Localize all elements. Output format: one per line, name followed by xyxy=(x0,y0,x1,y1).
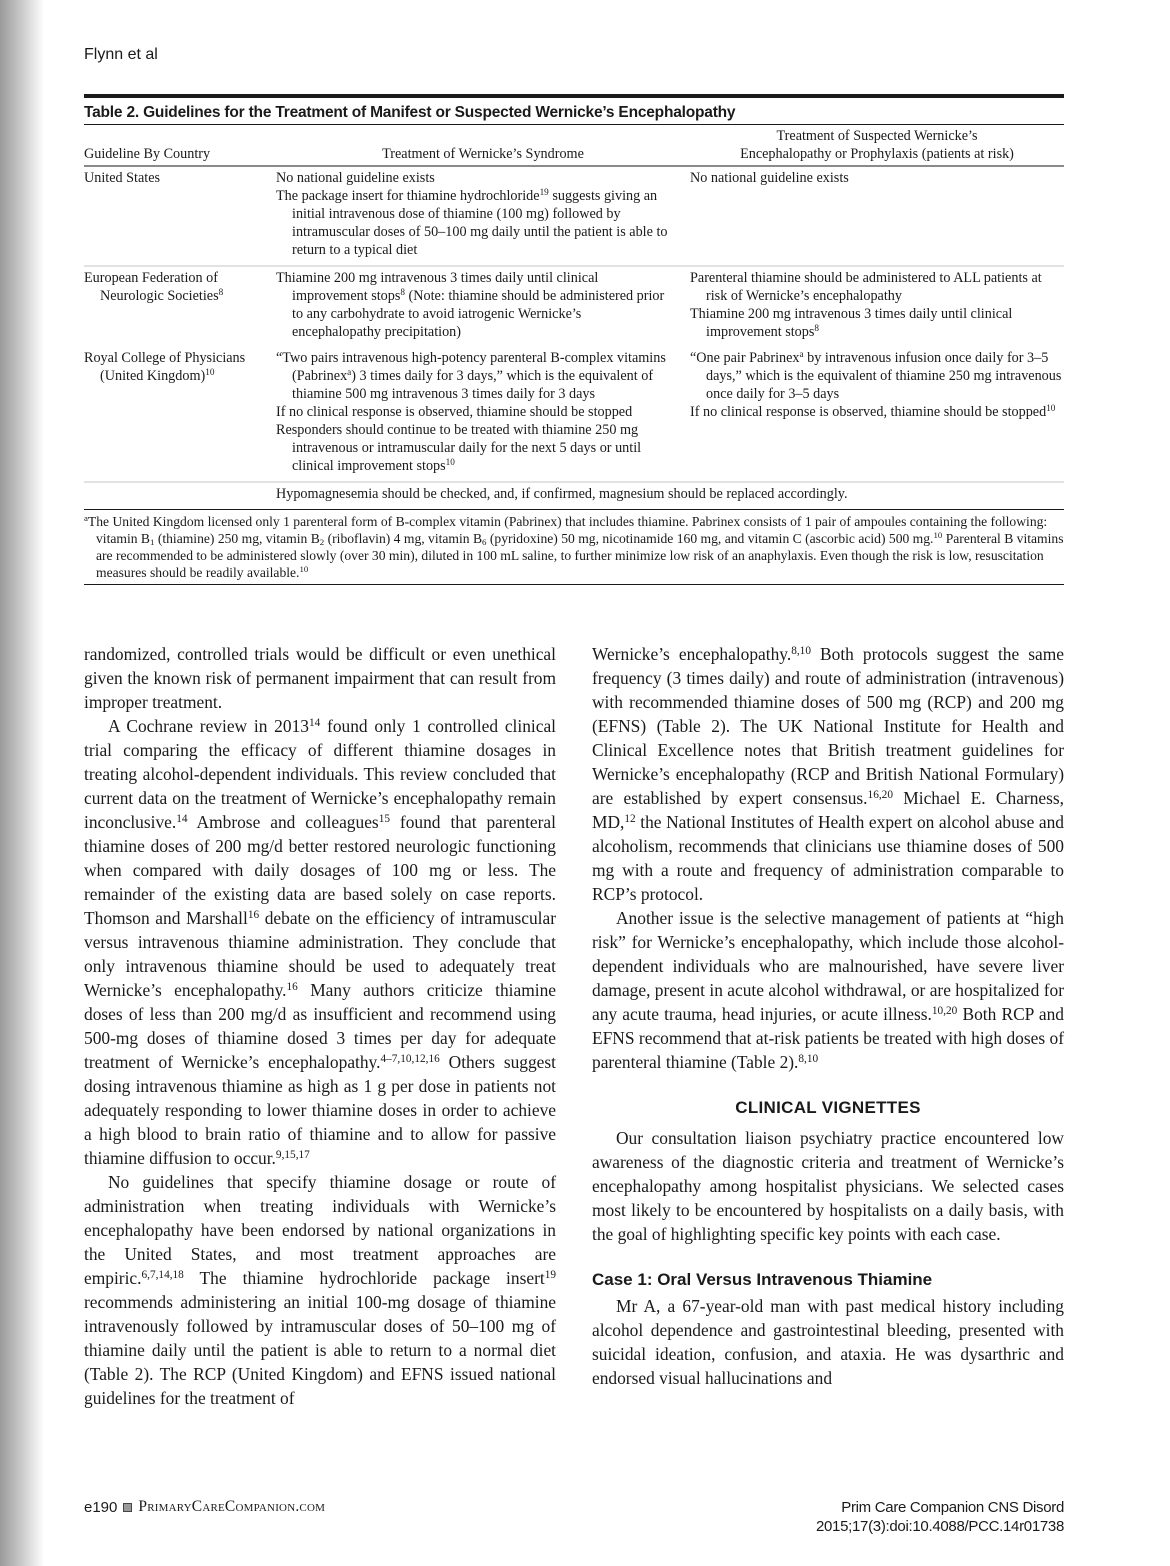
treatment-cell: “Two pairs intravenous high-potency parenteral B-complex vitamins (Pabrinex$^a$) 3 times daily for 3 days,” which is the equivalent of thiamine 500 mg intravenous 3 times daily for 3 days If no clinical response is observed, thiamine should be stopped Responders should continue to be treated with thiamine 250 mg intravenous or intramuscular daily for the next 5 days or until clinical improvement stops$^{10}$ xyxy=(276,347,690,482)
table-note-row xyxy=(84,482,1064,510)
header-treatment: Treatment of Wernicke’s Syndrome xyxy=(276,125,690,166)
doi-citation: 2015;17(3):doi:10.4088/PCC.14r01738 xyxy=(815,1518,1064,1535)
running-head: Flynn et al xyxy=(84,46,158,63)
paragraph: Our consultation liaison psychiatry practice encountered low awareness of the diagnostic criteria and treatment of Wernicke’s encephalopathy among hospitalist physicians. We selected cases most likely to be encountered by hospitalists on a daily basis, with the goal of highlighting specific key points with each case. xyxy=(592,1128,1064,1244)
body-column-right xyxy=(592,642,1064,1390)
paragraph: Wernicke’s encephalopathy.$^{8,10}$ Both protocols suggest the same frequency (3 times daily) and route of administration (intravenous) with recommended thiamine doses of 500 mg (RCP) and 200 mg (EFNS) (Table 2). The UK National Institute for Health and Clinical Excellence notes that British treatment guidelines for Wernicke’s encephalopathy (RCP and British National Formulary) are established by expert consensus.$^{16,20}$ Michael E. Charness, MD,$^{12}$ the National Institutes of Health expert on alcohol abuse and alcoholism, recommends that clinicians use thiamine doses of 500 mg with a route and frequency of administration comparable to RCP’s protocol. xyxy=(592,644,1065,904)
paragraph: No guidelines that specify thiamine dosage or route of administration when treating individuals with Wernicke’s encephalopathy have been endorsed by national organizations in the United States, and most treatment approaches are empiric.$^{6,7,14,18}$ The thiamine hydrochloride package insert$^{19}$ recommends administering an initial 100-mg dosage of thiamine intravenously followed by intramuscular doses of 50–100 mg of thiamine daily until the patient is able to return to a normal diet (Table 2). The RCP (United Kingdom) and EFNS issued national guidelines for the treatment of xyxy=(84,1172,556,1408)
footer-left xyxy=(84,1498,325,1516)
body-column-left xyxy=(84,642,556,1410)
footer-right xyxy=(816,1498,1064,1536)
paragraph: Mr A, a 67-year-old man with past medical history including alcohol dependence and gastrointestinal bleeding, presented with suicidal ideation, confusion, and ataxia. He was dysarthric and endorsed visual hallucinations and xyxy=(592,1296,1064,1388)
country-cell: Royal College of Physicians (United Kingdom)$^{10}$ xyxy=(84,347,276,482)
table-row xyxy=(84,266,1064,347)
header-country: Guideline By Country xyxy=(84,125,276,166)
prophylaxis-cell: No national guideline exists xyxy=(690,166,1064,266)
page-gutter-shadow xyxy=(0,0,44,1566)
paragraph: A Cochrane review in 2013$^{14}$ found only 1 controlled clinical trial comparing the efficacy of different thiamine dosages in treating alcohol-dependent individuals. This review concluded that current data on the treatment of Wernicke’s encephalopathy remain inconclusive.$^{14}$ Ambrose and colleagues$^{15}$ found that parenteral thiamine doses of 200 mg/d better restored neurologic functioning when compared with daily dosages of 100 mg or less. The remainder of the existing data are based solely on case reports. Thomson and Marshall$^{16}$ debate on the efficiency of intramuscular versus intravenous thiamine administration. They conclude that only intravenous thiamine should be used to adequately treat Wernicke’s encephalopathy.$^{16}$ Many authors criticize thiamine doses of less than 200 mg/d as insufficient and recommend using 500-mg doses of thiamine dosed 3 times per day for adequate treatment of Wernicke’s encephalopathy.$^{4-7,10,12,16}$ Others suggest dosing intravenous thiamine as high as 1 g per dose in patients not adequately responding to lower thiamine doses in order to achieve a high blood to brain ratio of thiamine and to allow for passive thiamine diffusion to occur.$^{9,15,17}$ xyxy=(84,716,557,1168)
table-grid xyxy=(84,125,1064,510)
treatment-cell: No national guideline exists The package insert for thiamine hydrochloride$^{19}$ suggests giving an initial intravenous dose of thiamine (100 mg) followed by intramuscular doses of 50–100 mg daily until the patient is able to return to a typical diet xyxy=(276,166,690,266)
case-heading: Case 1: Oral Versus Intravenous Thiamine xyxy=(592,1270,933,1289)
table-footnote: $^a$The United Kingdom licensed only 1 parenteral form of B-complex vitamin (Pabrinex) that includes thiamine. Pabrinex consists of 1 pair of ampoules containing the following: vitamin $B_1$ (thiamine) 250 mg, vitamin $B_2$ (riboflavin) 4 mg, vitamin $B_6$ (pyridoxine) 50 mg, nicotinamide 160 mg, and vitamin C (ascorbic acid) 500 mg.$^{10}$ Parenteral B vitamins are recommended to be administered slowly (over 30 min), diluted in 100 mL saline, to further minimize low risk of an anaphylaxis. Even though the risk is low, resuscitation measures should be readily available.$^{10}$ xyxy=(84,510,1064,585)
guidelines-table xyxy=(84,94,1064,585)
prophylaxis-cell: Parenteral thiamine should be administered to ALL patients at risk of Wernicke’s encephalopathy Thiamine 200 mg intravenous 3 times daily until clinical improvement stops$^8$ xyxy=(690,270,1042,340)
paragraph: Another issue is the selective management of patients at “high risk” for Wernicke’s encephalopathy, which include those alcohol-dependent individuals who are malnourished, have severe liver damage, present in acute alcohol withdrawal, or are hospitalized for any acute trauma, head injuries, or acute illness.$^{10,20}$ Both RCP and EFNS recommend that at-risk patients be treated with high doses of parenteral thiamine (Table 2).$^{8,10}$ xyxy=(592,908,1064,1072)
treatment-cell: Thiamine 200 mg intravenous 3 times daily until clinical improvement stops$^8$ (Note: thiamine should be administered prior to any carbohydrate to avoid iatrogenic Wernicke’s encephalopathy precipitation) xyxy=(276,270,665,340)
table-caption: Table 2. Guidelines for the Treatment of Manifest or Suspected Wernicke’s Encephalopathy xyxy=(84,98,1064,125)
table-row xyxy=(84,347,1064,482)
prophylaxis-cell: “One pair Pabrinex$^a$ by intravenous infusion once daily for 3–5 days,” which is the equivalent of thiamine 250 mg intravenous once daily for 3–5 days If no clinical response is observed, thiamine should be stopped$^{10}$ xyxy=(690,347,1064,482)
table-row xyxy=(84,166,1064,266)
section-heading: CLINICAL VIGNETTES xyxy=(735,1098,921,1117)
paragraph: randomized, controlled trials would be difficult or even unethical given the known risk of permanent impairment that can result from improper treatment. xyxy=(84,644,556,712)
square-bullet-icon xyxy=(123,1503,132,1512)
journal-name: Prim Care Companion CNS Disord xyxy=(841,1499,1064,1516)
page-number: e190 xyxy=(84,1498,118,1516)
header-prophylaxis: Treatment of Suspected Wernicke’s Encephalopathy or Prophylaxis (patients at risk) xyxy=(690,125,1064,166)
table-header-row xyxy=(84,125,1064,166)
journal-site-link[interactable]: PrimaryCareCompanion.com xyxy=(138,1498,326,1515)
country-cell: European Federation of Neurologic Societies$^8$ xyxy=(84,270,224,304)
country-cell: United States xyxy=(84,166,276,266)
hypomagnesemia-note: Hypomagnesemia should be checked, and, if confirmed, magnesium should be replaced accordingly. xyxy=(276,482,1064,510)
